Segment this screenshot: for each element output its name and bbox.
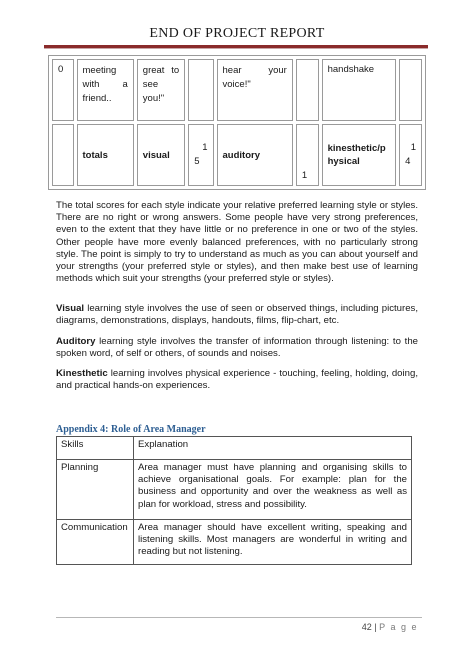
table-cell <box>217 59 293 121</box>
table-row <box>52 124 422 186</box>
skill-cell: Communication <box>57 520 134 565</box>
table-cell <box>296 59 319 121</box>
kinesthetic-description: learning involves physical experience - touching, feeling, holding, doing, and practical hands-on experiences. <box>56 368 418 392</box>
visual-style-paragraph <box>56 303 418 327</box>
explanation-cell: Area manager should have excellent writing, speaking and listening skills. Most managers are wonderful in writing and reading but not listening. <box>134 520 412 565</box>
kinesthetic-style-paragraph <box>56 368 418 392</box>
footer-rule <box>56 617 422 618</box>
table-cell <box>137 59 185 121</box>
table-row <box>52 59 422 121</box>
table-row <box>57 460 412 520</box>
table-cell: handshake <box>322 59 397 121</box>
appendix-heading: Appendix 4: Role of Area Manager <box>56 424 206 435</box>
auditory-style-paragraph <box>56 336 418 360</box>
table-cell <box>399 59 422 121</box>
table-cell: auditory <box>217 124 293 186</box>
kinesthetic-label: Kinesthetic <box>56 368 108 379</box>
page-number: 42 <box>361 622 372 632</box>
explanation-cell: Area manager must have planning and organising skills to achieve organisational goals. For example: plan for the business and opportunity and over the weakness as well as plan for workload, stress and possibility. <box>134 460 412 520</box>
cell-text: 1 <box>202 142 208 153</box>
table-cell: kinesthetic/physical <box>322 124 397 186</box>
table-header-row <box>57 437 412 460</box>
auditory-label: Auditory <box>56 336 96 347</box>
table-cell: 1 <box>296 124 319 186</box>
table-cell <box>52 124 74 186</box>
column-header-skills: Skills <box>57 437 134 460</box>
table-cell: totals <box>77 124 134 186</box>
table-row <box>57 520 412 565</box>
table-cell: 0 <box>52 59 74 121</box>
footer-separator: | <box>374 622 377 632</box>
learning-style-summary-paragraph: The total scores for each style indicate your relative preferred learning style or styles. There are no right or wrong answers. Some people have very strong preferences, even to the extent that they have little or no preference in one or two of the styles. Other people have more evenly balanced preferences, with no particularly strong style. The point is simply to try to understand as much as you can about yourself and your strengths (your preferred style or styles), and then make best use of learning methods which suit your strengths (your preferred style or styles). <box>56 200 418 285</box>
column-header-explanation: Explanation <box>134 437 412 460</box>
cell-text: hear your voice!" <box>222 65 287 90</box>
table-cell: visual <box>137 124 185 186</box>
cell-text: 1 <box>410 142 416 153</box>
table-cell <box>188 124 213 186</box>
table-cell <box>399 124 422 186</box>
page-footer <box>362 622 418 632</box>
page-label: P a g e <box>379 622 418 632</box>
skill-cell: Planning <box>57 460 134 520</box>
page-header-title: END OF PROJECT REPORT <box>149 26 325 41</box>
cell-text: 4 <box>405 156 411 167</box>
header-rule-thin <box>44 48 428 49</box>
cell-text: great to see you!" <box>142 65 180 104</box>
cell-text: 5 <box>194 156 200 167</box>
visual-label: Visual <box>56 303 85 314</box>
auditory-description: learning style involves the transfer of information through listening: to the spoken word, of self or others, of sounds and noises. <box>56 336 418 360</box>
table-cell <box>77 59 134 121</box>
visual-description: learning style involves the use of seen or observed things, including pictures, diagrams, demonstrations, displays, handouts, films, flip-chart, etc. <box>56 303 418 327</box>
area-manager-skills-table <box>56 436 412 565</box>
learning-style-score-table <box>48 55 426 190</box>
cell-text: meeting with a friend.. <box>82 65 128 104</box>
table-cell <box>188 59 213 121</box>
